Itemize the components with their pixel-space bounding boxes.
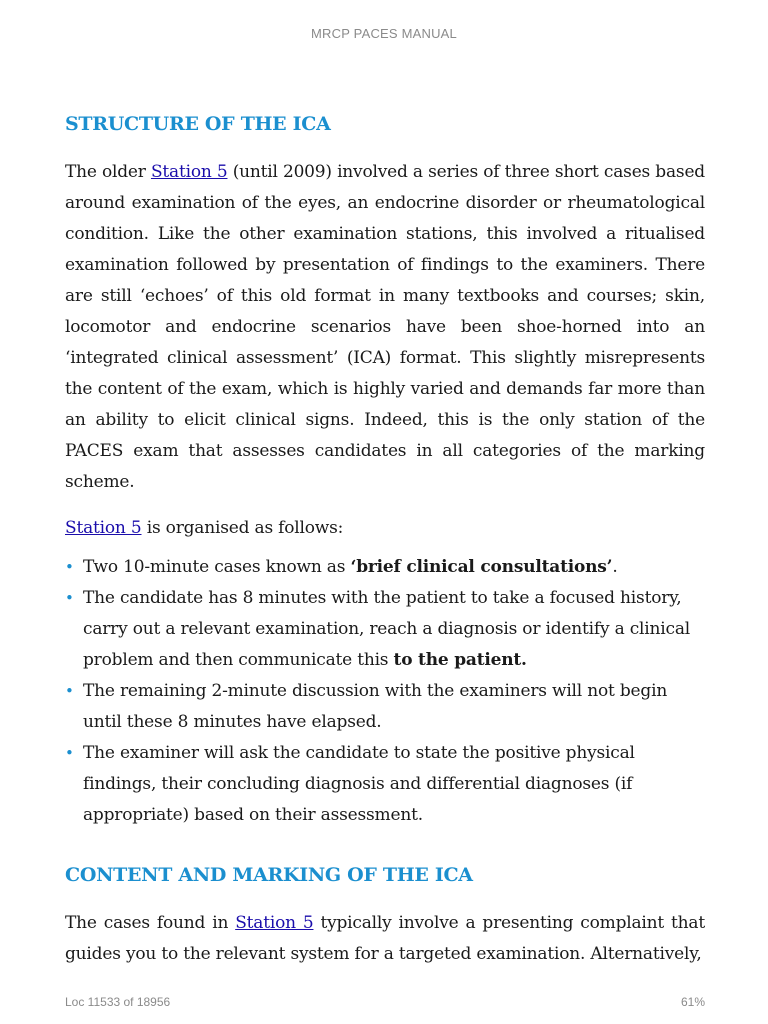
text-fragment: The candidate has 8 minutes with the patient to take a focused history, carry out a relevant examination, reach a diagnosis or identify a clinical problem and then communicate this: [83, 588, 690, 670]
text-fragment: .: [612, 557, 618, 577]
list-item: [65, 738, 705, 831]
text-fragment: typically involve a presenting complaint that guides you to the relevant system for a targeted examination. Alternatively,: [65, 913, 705, 964]
station-5-link[interactable]: Station 5: [65, 518, 142, 538]
text-fragment: (until 2009) involved a series of three short cases based around examination of the eyes, an endocrine disorder or rheumatological condition. Like the other examination stations, this involved a ritualised examination followed by presentation of findings to the examiners. There are still ‘echoes’ of this old format in many textbooks and courses; skin, locomotor and endocrine scenarios have been shoe-horned into an ‘integrated clinical assessment’ (ICA) format. This slightly misrepresents the content of the exam, which is highly varied and demands far more than an ability to elicit clinical signs. Indeed, this is the only station of the PACES exam that assesses candidates in all categories of the marking scheme.: [65, 162, 705, 492]
text-fragment: The remaining 2-minute discussion with the examiners will not begin until these 8 minutes have elapsed.: [83, 681, 668, 732]
paragraph-older-station: [65, 157, 705, 498]
bullet-dot-icon: •: [65, 744, 74, 762]
progress-percent: 61%: [680, 995, 705, 1009]
paragraph-cases-found: [65, 908, 705, 970]
bullet-list: [65, 552, 705, 831]
station-5-link[interactable]: Station 5: [235, 913, 314, 933]
section-heading-structure: STRUCTURE OF THE ICA: [65, 113, 331, 135]
bold-text: ‘brief clinical consultations’: [350, 557, 613, 577]
station-5-link[interactable]: Station 5: [150, 162, 228, 182]
text-fragment: The older: [65, 162, 151, 182]
bullet-dot-icon: •: [65, 558, 74, 576]
bullet-dot-icon: •: [65, 682, 74, 700]
text-fragment: is organised as follows:: [141, 518, 344, 538]
location-indicator: Loc 11533 of 18956: [65, 995, 171, 1009]
list-item: [65, 676, 705, 738]
running-head-title: MRCP PACES MANUAL: [311, 26, 457, 41]
list-item: [65, 552, 705, 583]
list-item: [65, 583, 705, 676]
text-fragment: The cases found in: [65, 913, 236, 933]
text-fragment: The examiner will ask the candidate to state the positive physical findings, their concluding diagnosis and differential diagnoses (if appropriate) based on their assessment.: [83, 743, 635, 825]
bullet-dot-icon: •: [65, 589, 74, 607]
text-fragment: Two 10-minute cases known as: [83, 557, 351, 577]
page-content: [65, 108, 705, 970]
section-heading-content-marking: CONTENT AND MARKING OF THE ICA: [65, 864, 473, 886]
paragraph-organisation: [65, 513, 705, 544]
bold-text: to the patient.: [393, 650, 527, 670]
